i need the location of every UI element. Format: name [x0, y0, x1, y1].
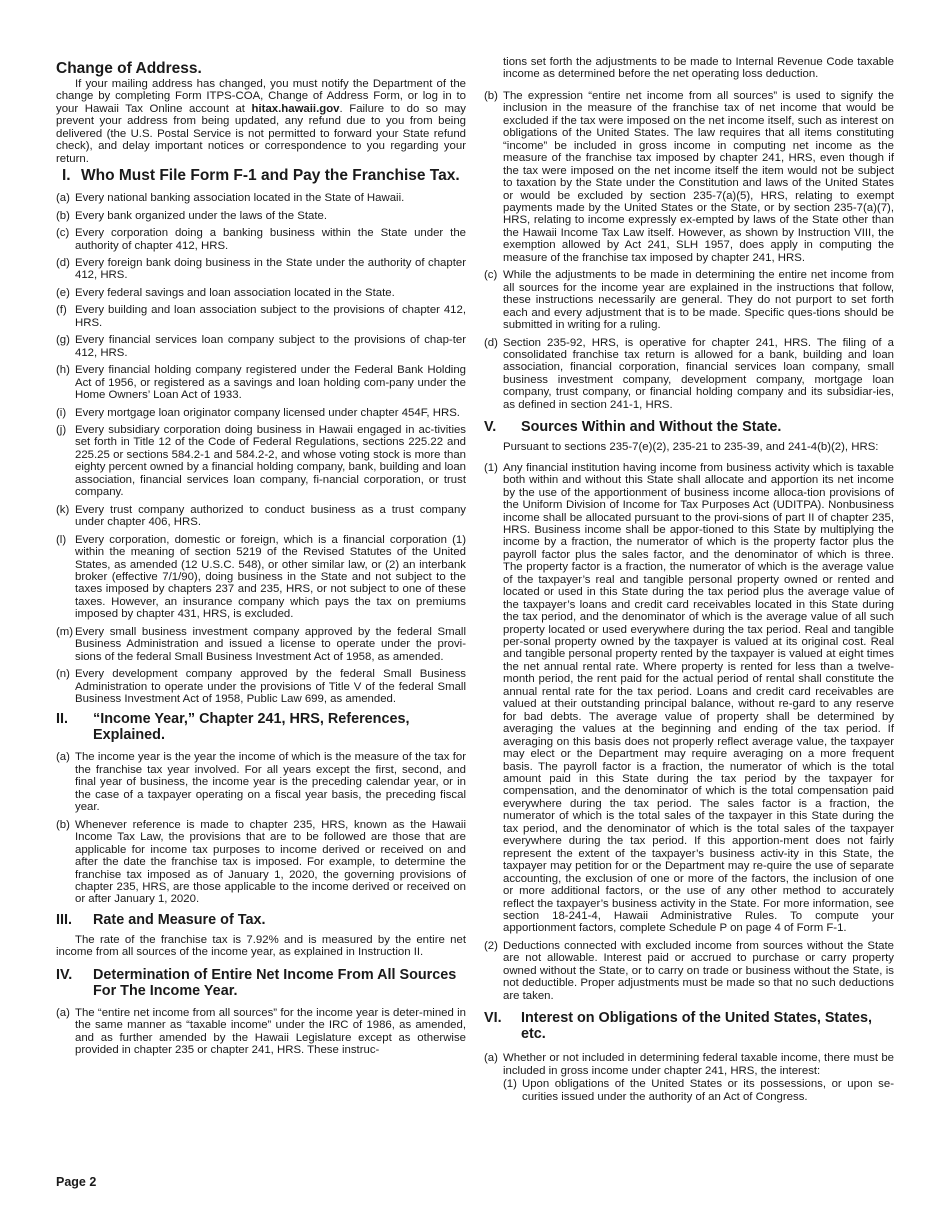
- list-item: [56, 407, 466, 419]
- tax-website-link[interactable]: hitax.hawaii.gov: [251, 102, 340, 115]
- section-6-title: Interest on Obligations of the United States, States, etc.: [521, 1010, 873, 1043]
- section-6-heading: [484, 1010, 894, 1042]
- item-text: Every financial holding company registered under the Federal Bank Holding Act of 1956, or registered as a savings and loan holding com-pany under the Home Owners’ Loan Act of 1933.: [75, 364, 466, 402]
- change-of-address-text: [56, 78, 466, 165]
- list-item: [56, 504, 466, 529]
- item-text: Every corporation, domestic or foreign, which is a financial corporation (1) within the meaning of section 5219 of the Revised Statutes of the United States, as amended (12 U.S.C. 548), or other similar law, or (2) an interbank broker (effective 7/1/90), doing business in the State and not subject to the taxes imposed by chapters 237 and 235, HRS, or not subject to one of these taxes. However, an insurance company which pays the tax on premiums imposed by chapter 431, HRS, is excluded.: [75, 533, 466, 621]
- item-label: (a): [56, 192, 70, 205]
- item-label: (m): [56, 625, 74, 638]
- item-label: (h): [56, 364, 70, 377]
- section-3-title: Rate and Measure of Tax.: [93, 911, 266, 928]
- item-text: Every development company approved by the federal Small Business Administration to operate under the provisions of Title V of the federal Small Business Investment Act of 1958, Public Law 699, as amended.: [75, 668, 466, 706]
- change-of-address-text-part1: If your mailing address has changed, you must notify the Department of the change by completing Form ITPS-COA, Change of Address Form, or log in to your Hawaii Tax Online account at: [56, 78, 466, 115]
- item-label: (d): [56, 256, 70, 269]
- item-label: (e): [56, 286, 70, 299]
- list-item: [56, 1007, 466, 1057]
- change-of-address-heading: Change of Address.: [56, 60, 202, 77]
- list-item: [56, 257, 466, 282]
- section-3-heading: [56, 912, 466, 928]
- item-text: Section 235-92, HRS, is operative for chapter 241, HRS. The filing of a consolidated franchise tax return is allowed for a bank, building and loan association, financial corporation, financial services loan company, small business investment company, development company, mortgage loan company, trust company, or financial holding company and its subsidiar-ies, as defined in section 241-1, HRS.: [503, 336, 894, 411]
- item-text: Every corporation doing a banking business within the State under the authority of chapter 412, HRS.: [75, 227, 466, 252]
- list-item: [56, 304, 466, 329]
- list-item: [484, 269, 894, 331]
- item-label: (b): [56, 818, 70, 831]
- item-label: (k): [56, 503, 70, 516]
- item-label: (b): [484, 89, 498, 102]
- section-1-heading: [56, 167, 466, 185]
- item-label: (l): [56, 533, 67, 546]
- list-item: [484, 940, 894, 1002]
- item-label: (a): [56, 1006, 70, 1019]
- item-label: (d): [484, 336, 498, 349]
- item-text: Whenever reference is made to chapter 235, HRS, known as the Hawaii Income Tax Law, the provisions that are to be followed are those that are applicable for income tax purposes to income derived or received on and after the date the franchise tax is imposed. For example, to determine the franchise tax imposed as of January 1, 2020, the governing provisions of chapter 235, HRS, are those applicable to the income derived or received on or after January 1, 2020.: [75, 818, 466, 906]
- item-text: Deductions connected with excluded income from sources without the State are not allowable. Interest paid or accrued to purchase or carry property owned without the State, or to carry on trade or business without the State, is not deductible. Proper adjustments must be made so that no such deductions are taken.: [503, 939, 894, 1002]
- item-text: While the adjustments to be made in determining the entire net income from all sources for the income year are explained in the instructions that follow, these instructions necessarily are general. They do not purport to set forth each and every adjustment that is to be made. Specific ques-tions should be submitted in writing for a ruling.: [503, 269, 894, 332]
- list-item: [484, 90, 894, 264]
- list-item: [56, 192, 466, 204]
- section-4-number: IV.: [56, 966, 73, 983]
- item-text: Any financial institution having income from business activity which is taxable both within and without this State shall allocate and apportion its net income by the use of the apportionment of business income alloca-tion provisions of the Uniform Division of Income for Tax Purposes Act (UDITPA). Nonbusiness income shall be allocated pursuant to the provi-sions of part II of chapter 235, HRS. Business income shall be appor-tioned to this State by multiplying the income by a fraction, the numerator of which is the property factor plus the payroll factor plus the sales factor, and the denominator of which is three. The property factor is a fraction, the numerator of which is the average value of the taxpayer’s real and tangible personal property owned or rented and located or used in this State during the tax period plus the average value of the taxpayer’s loans and credit card receivables located in this State during the tax period, and the denominator of which is the average value of all such property located or used everywhere during the tax period. Real and tangible per-sonal property owned by the taxpayer is valued at its original cost. Real and tangible personal property rented by the taxpayer is valued at eight times the net annual rental rate. Where property is rented for less than a twelve-month period, the rent paid for the actual period of rental shall constitute the annual rental rate for the tax period. Loans and credit card receivables are valued at their outstanding principal balance, without re-gard to any reserve for bad debts. The average value of property shall be determined by averaging the values at the beginning and ending of the tax period. If averaging on this basis does not properly reflect average value, the taxpayer may elect or the Department may require averaging on a more frequent basis. The payroll factor is a fraction, the numerator of which is the total amount paid in this State during the tax period by the taxpayer for compensation, and the denominator of which is the total compensation paid everywhere during the tax period. The sales factor is a fraction, the numerator of which is the total sales of the taxpayer in this State during the tax period, and the denominator of which is the total sales of the taxpayer everywhere during the tax period. If this apportion-ment does not fairly represent the extent of the taxpayer’s business activ-ity in this State, the taxpayer may petition for or the Department may re-quire the use of separate accounting, the exclusion of one or more of the factors, the inclusion of one or more additional factors, or the use of any other method to accurately reflect the taxpayer’s business activity in the State. For more information, see section 18-241-4, Hawaii Administrative Rules. To compute your apportionment factors, complete Schedule P on page 4 of Form F-1.: [503, 461, 894, 935]
- section-3-number: III.: [56, 911, 72, 928]
- section-2-heading: [56, 711, 466, 743]
- item-text: The expression “entire net income from all sources” is used to signify the inclusion in the measure of the franchise tax of net income that would be excluded if the tax were imposed on the net income itself, such as interest on obligations of the United States. The law requires that all items constituting “income” be included in gross income in computing net income as the measure of the franchise tax imposed by chapter 241, HRS, even though if the tax were imposed on the net income itself the item would not be subject to taxation by the State under the Constitution and laws of the United States or would be excluded by section 235-7(a)(5), HRS, relating to exempt payments made by the United States or the State, or by section 235-7(a)(7), HRS, relating to income expressly ex-empted by laws of the State other than the Hawaii Income Tax Law itself. However, as shown by Instruction VIII, the exemption allowed by Act 241, SLH 1957, does apply in computing the measure of the franchise tax imposed by chapter 241, HRS.: [503, 89, 894, 264]
- list-item: [56, 334, 466, 359]
- section-5-number: V.: [484, 419, 497, 436]
- item-label: (j): [56, 423, 67, 436]
- item-label: (f): [56, 304, 67, 317]
- item-label: (a): [484, 1052, 498, 1065]
- section-5-heading: [484, 419, 894, 435]
- item-text: Every building and loan association subject to the provisions of chapter 412, HRS.: [75, 304, 466, 329]
- list-item: [56, 819, 466, 906]
- item-text: Every national banking association located in the State of Hawaii.: [75, 192, 405, 205]
- item-label: (b): [56, 209, 70, 222]
- item-text: The “entire net income from all sources” for the income year is deter-mined in the same manner as “taxable income” under the IRC of 1986, as amended, and as further amended by the Hawaii Legislature except as otherwise provided in chapter 235 or chapter 241, HRS. These instruc-: [75, 1006, 466, 1057]
- left-column: [56, 56, 466, 1062]
- item-label: (c): [484, 269, 498, 282]
- item-text: Every foreign bank doing business in the State under the authority of chapter 412, HRS.: [75, 256, 466, 282]
- right-column: [484, 56, 894, 1103]
- section-2-title: “Income Year,” Chapter 241, HRS, References, Explained.: [93, 711, 410, 744]
- item-text: Every subsidiary corporation doing business in Hawaii engaged in ac-tivities set forth in Title 12 of the Code of Federal Regulations, sections 225.22 and 225.25 or sections 584.2-1 and 584.2-2, and whose voting stock is more than eighty percent owned by a financial holding company, bank, building and loan association, financial services loan company, fi-nancial corporation, or trust company.: [75, 423, 466, 499]
- item-text: The income year is the year the income of which is the measure of the tax for the franchise tax year involved. For all years except the first, second, and final year of business, the income year is the preceding calendar year, or in the case of a taxpayer operating on a fiscal year basis, the preceding fiscal year.: [75, 751, 466, 814]
- item-label: (g): [56, 334, 70, 347]
- section-4-title: Determination of Entire Net Income From All Sources For The Income Year.: [93, 966, 457, 999]
- list-item: [484, 1052, 894, 1077]
- list-item: [56, 424, 466, 499]
- list-item: [56, 210, 466, 222]
- section-4-heading: [56, 967, 466, 999]
- section-6-number: VI.: [484, 1010, 502, 1027]
- item-text: Every bank organized under the laws of the State.: [75, 209, 328, 222]
- list-item: [56, 364, 466, 401]
- section-5-title: Sources Within and Without the State.: [521, 419, 782, 436]
- page-number: Page 2: [56, 1175, 97, 1189]
- list-item: [56, 287, 466, 299]
- list-item: [56, 227, 466, 252]
- section-1-number: I.: [62, 167, 71, 185]
- list-item: [56, 534, 466, 621]
- list-item: [56, 751, 466, 813]
- item-label: (1): [484, 461, 498, 474]
- change-of-address-text-part2: . Failure to do so may prevent your address from being updated, any refund due to you from being delivered (the U.S. Postal Service is not permitted to forward your State refund check), and delay important notices or correspondence to you regarding your return.: [56, 102, 466, 165]
- sub-list-item: [503, 1078, 894, 1103]
- item-label: (2): [484, 939, 498, 952]
- item-text: Every trust company authorized to conduct business as a trust company under chapter 406, HRS.: [75, 503, 466, 529]
- item-label: (1): [503, 1078, 517, 1091]
- item-label: (n): [56, 668, 70, 681]
- section-2-number: II.: [56, 711, 68, 728]
- item-text: Upon obligations of the United States or its possessions, or upon se-curities issued under the authority of an Act of Congress.: [522, 1078, 894, 1103]
- section-3-text: The rate of the franchise tax is 7.92% and is measured by the entire net income from all sources of the income year, as explained in Instruction II.: [56, 933, 466, 959]
- item-text: Every small business investment company approved by the federal Small Business Administration and issued a license to operate under the provi-sions of the federal Small Business Investment Act of 1958, as amended.: [75, 625, 466, 663]
- item-text: Every mortgage loan originator company licensed under chapter 454F, HRS.: [75, 406, 460, 419]
- list-item: [56, 668, 466, 705]
- item-text: Every financial services loan company subject to the provisions of chap-ter 412, HRS.: [75, 334, 466, 359]
- section-4-continuation: tions set forth the adjustments to be made to Internal Revenue Code taxable income as determined before the net operating loss deduction.: [503, 56, 894, 81]
- item-label: (c): [56, 227, 70, 240]
- list-item: [484, 337, 894, 412]
- item-text: Whether or not included in determining federal taxable income, there must be included in gross income under chapter 241, HRS, the interest:: [503, 1052, 894, 1077]
- item-text: Every federal savings and loan association located in the State.: [75, 286, 395, 299]
- section-1-title: Who Must File Form F-1 and Pay the Franchise Tax.: [81, 167, 460, 185]
- list-item: [56, 626, 466, 663]
- list-item: [484, 462, 894, 935]
- item-label: (a): [56, 751, 70, 764]
- section-5-intro: Pursuant to sections 235-7(e)(2), 235-21 to 235-39, and 241-4(b)(2), HRS:: [503, 441, 879, 454]
- item-label: (i): [56, 406, 67, 419]
